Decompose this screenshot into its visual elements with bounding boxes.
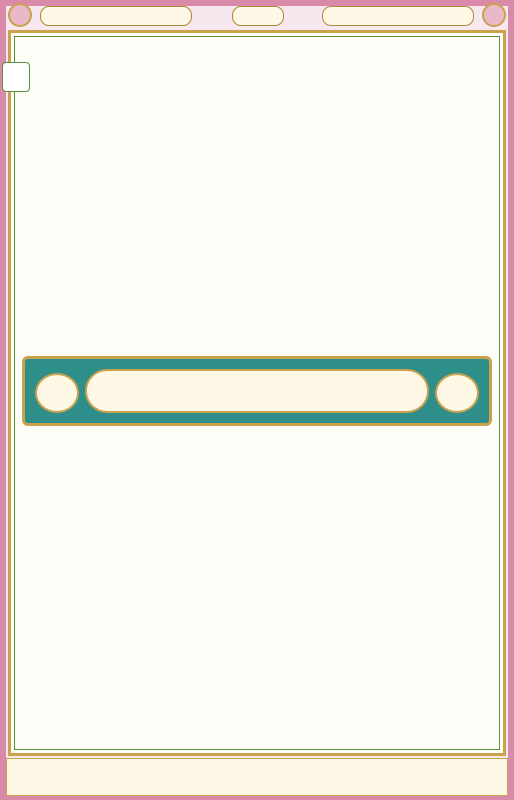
- juz-label: [40, 6, 192, 26]
- legend-row: [7, 759, 507, 777]
- page-number: [232, 6, 284, 26]
- page-header: [40, 4, 474, 28]
- surah-title-cartouche: [85, 369, 429, 413]
- corner-ornament-icon: [482, 3, 506, 27]
- ayah-count-medallion: [35, 373, 79, 413]
- corner-ornament-icon: [8, 3, 32, 27]
- hizb-marker: [2, 62, 30, 92]
- basmala: [22, 430, 492, 464]
- tajweed-legend: [6, 758, 508, 796]
- surah-order-medallion: [435, 373, 479, 413]
- surah-title-banner: [22, 356, 492, 426]
- surah-header-label: [322, 6, 474, 26]
- legend-row: [7, 777, 507, 795]
